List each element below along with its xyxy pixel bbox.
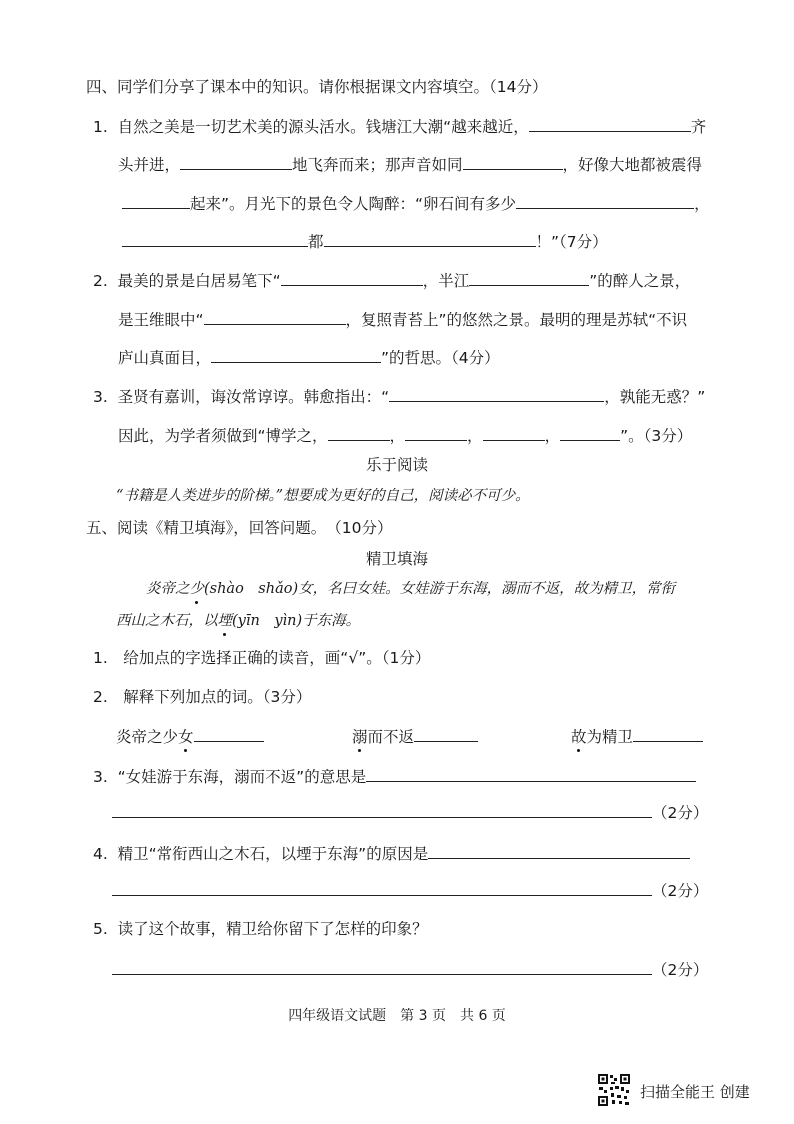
- answer-blank[interactable]: [211, 346, 381, 363]
- answer-blank[interactable]: [122, 192, 190, 209]
- question-5-3-answer-line: （2分）: [112, 801, 708, 823]
- answer-blank[interactable]: [122, 230, 308, 247]
- answer-blank[interactable]: [194, 725, 264, 742]
- passage-title: 精卫填海: [365, 550, 428, 568]
- reading-title: 乐于阅读: [365, 456, 428, 474]
- answer-blank[interactable]: [463, 153, 563, 170]
- word-item-3: 故为精卫: [571, 725, 703, 747]
- question-4-2-line-2: 是王维眼中“ ，复照青苔上”的悠然之景。最明的理是苏轼“不识: [118, 308, 687, 330]
- qr-code-icon: [597, 1073, 631, 1107]
- question-4-3-line-1: 3. 圣贤有嘉训，诲汝常谆谆。韩愈指出：“ ，孰能无惑？”: [93, 385, 705, 407]
- question-5-5: 5. 读了这个故事，精卫给你留下了怎样的印象？: [93, 920, 428, 938]
- answer-blank[interactable]: [560, 424, 620, 441]
- dotted-char: 溺: [352, 728, 368, 746]
- question-4-3-line-2: 因此，为学者须做到“博学之， ， ， ， ”。（3分）: [118, 424, 692, 446]
- question-4-1-line-3: 起来”。月光下的景色令人陶醉：“卵石间有多少 ，: [122, 192, 710, 214]
- answer-blank[interactable]: [389, 385, 604, 402]
- answer-blank[interactable]: [180, 153, 292, 170]
- answer-blank[interactable]: [112, 879, 652, 896]
- answer-blank[interactable]: [428, 842, 690, 859]
- answer-blank[interactable]: [328, 424, 390, 441]
- question-4-1-line-1: 1. 自然之美是一切艺术美的源头活水。钱塘江大潮“越来越近， 齐: [93, 115, 706, 137]
- answer-blank[interactable]: [204, 308, 346, 325]
- dotted-char: 少: [189, 581, 204, 597]
- answer-blank[interactable]: [483, 424, 545, 441]
- question-number: 3.: [93, 388, 108, 406]
- answer-blank[interactable]: [324, 230, 536, 247]
- question-5-4: 4. 精卫“常衔西山之木石，以堙于东海”的原因是: [93, 842, 690, 864]
- answer-blank[interactable]: [112, 958, 652, 975]
- answer-blank[interactable]: [405, 424, 467, 441]
- answer-blank[interactable]: [112, 801, 652, 818]
- word-item-1: 炎帝之少女: [116, 725, 264, 747]
- answer-blank[interactable]: [281, 269, 423, 286]
- dotted-char: 故: [571, 728, 587, 746]
- passage-line-1: 炎帝之少(shào shǎo)女，名曰女娃。女娃游于东海，溺而不返，故为精卫，常衔: [146, 581, 676, 597]
- page-footer: 四年级语文试题 第 3 页 共 6 页: [288, 1008, 506, 1024]
- question-number: 2.: [93, 272, 108, 290]
- question-5-5-answer-line: （2分）: [112, 958, 708, 980]
- passage-line-2: 西山之木石，以堙(yīn yìn)于东海。: [116, 613, 361, 629]
- section-5-heading: 五、阅读《精卫填海》，回答问题。 （10分）: [86, 519, 393, 537]
- dotted-char: 堙: [217, 613, 232, 629]
- answer-blank[interactable]: [414, 725, 478, 742]
- answer-blank[interactable]: [633, 725, 703, 742]
- question-number: 1.: [93, 118, 108, 136]
- dotted-char: 女: [178, 728, 194, 746]
- answer-blank[interactable]: [366, 765, 696, 782]
- question-4-1-line-4: 都 ！”（7分）: [122, 230, 608, 252]
- question-5-3: 3. “女娃游于东海，溺而不返”的意思是: [93, 765, 696, 787]
- question-5-1: 1. 给加点的字选择正确的读音，画“√”。（1分）: [93, 649, 431, 667]
- answer-blank[interactable]: [529, 115, 691, 132]
- question-4-2-line-1: 2. 最美的景是白居易笔下“ ，半江 ”的醉人之景，: [93, 269, 690, 291]
- word-item-2: 溺而不返: [352, 725, 478, 747]
- reading-quote: “书籍是人类进步的阶梯。”想要成为更好的自己，阅读必不可少。: [116, 488, 530, 504]
- scanner-watermark: 扫描全能王 创建: [640, 1083, 750, 1101]
- question-5-4-answer-line: （2分）: [112, 879, 708, 901]
- question-5-2: 2. 解释下列加点的词。（3分）: [93, 688, 312, 706]
- answer-blank[interactable]: [469, 269, 589, 286]
- question-4-2-line-3: 庐山真面目， ”的哲思。（4分）: [118, 346, 500, 368]
- section-4-heading: 四、同学们分享了课本中的知识。请你根据课文内容填空。（14分）: [86, 78, 548, 96]
- answer-blank[interactable]: [516, 192, 694, 209]
- question-4-1-line-2: 头并进， 地飞奔而来；那声音如同 ，好像大地都被震得: [118, 153, 702, 175]
